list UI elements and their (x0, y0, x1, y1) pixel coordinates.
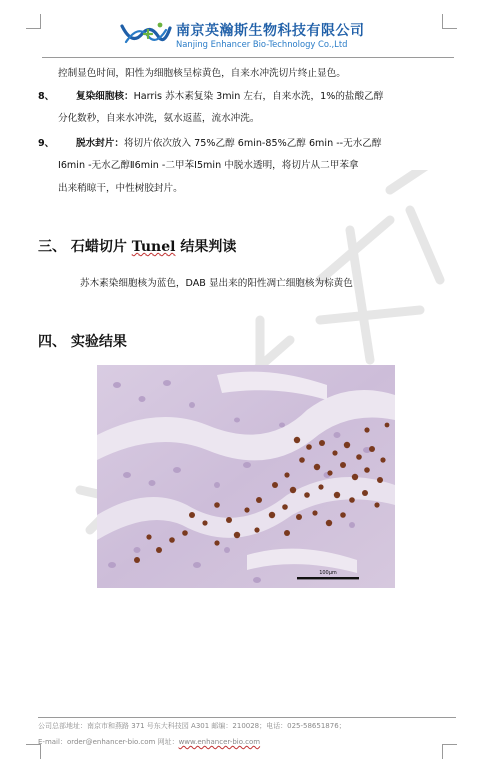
step-text: Harris 苏木素复染 3min 左右，自来水洗，1%的盐酸乙醇 (133, 91, 384, 102)
section-text: 苏木素染细胞核为蓝色，DAB 显出来的阳性凋亡细胞核为棕黄色 (80, 278, 353, 289)
micrograph (97, 365, 395, 588)
step-line: Ⅰ6min -无水乙醇Ⅱ6min -二甲苯Ⅰ5min 中脱水透明，将切片从二甲苯拿 (58, 160, 359, 171)
step-line (76, 90, 383, 104)
section-heading-3: 三、 石蜡切片 Tunel 结果判读 (38, 239, 237, 255)
website-link[interactable]: www.enhancer-bio.com (178, 738, 261, 746)
company-name-cn: 南京英瀚斯生物科技有限公司 (176, 23, 365, 39)
company-logo-icon (118, 20, 174, 50)
tunel-stained-tissue-image (97, 365, 395, 588)
footer-contact: E-mail：order@enhancer-bio.com 网址：www.enhancer-bio.com (38, 738, 261, 746)
page-corner-mark (442, 14, 457, 29)
page-corner-mark (26, 14, 41, 29)
company-name-en: Nanjing Enhancer Bio-Technology Co.,Ltd (176, 39, 348, 49)
step-title: 脱水封片： (76, 138, 124, 149)
step-line: 出来稍晾干，中性树胶封片。 (58, 183, 183, 194)
step-number: 8、 (38, 91, 55, 102)
page-header (118, 18, 398, 54)
scale-bar-label: 100μm (319, 570, 337, 576)
step-line (76, 137, 382, 151)
paragraph-line: 控制显色时间，阳性为细胞核呈棕黄色，自来水冲洗切片终止显色。 (58, 68, 346, 79)
header-divider (42, 57, 454, 58)
step-text: 将切片依次放入 75%乙醇 6min-85%乙醇 6min --无水乙醇 (123, 138, 382, 149)
footer-address: 公司总部地址：南京市和燕路 371 号东大科技园 A301 邮编：210028；电话：025-58651876； (38, 722, 346, 730)
footer-divider (38, 717, 456, 718)
step-title: 复染细胞核： (76, 91, 134, 102)
term-tunel: Tunel (131, 239, 176, 255)
page-corner-mark (442, 744, 457, 759)
step-line: 分化数秒，自来水冲洗，氨水返蓝，流水冲洗。 (58, 113, 260, 124)
step-number: 9、 (38, 138, 55, 149)
section-heading-4: 四、 实验结果 (38, 334, 127, 350)
